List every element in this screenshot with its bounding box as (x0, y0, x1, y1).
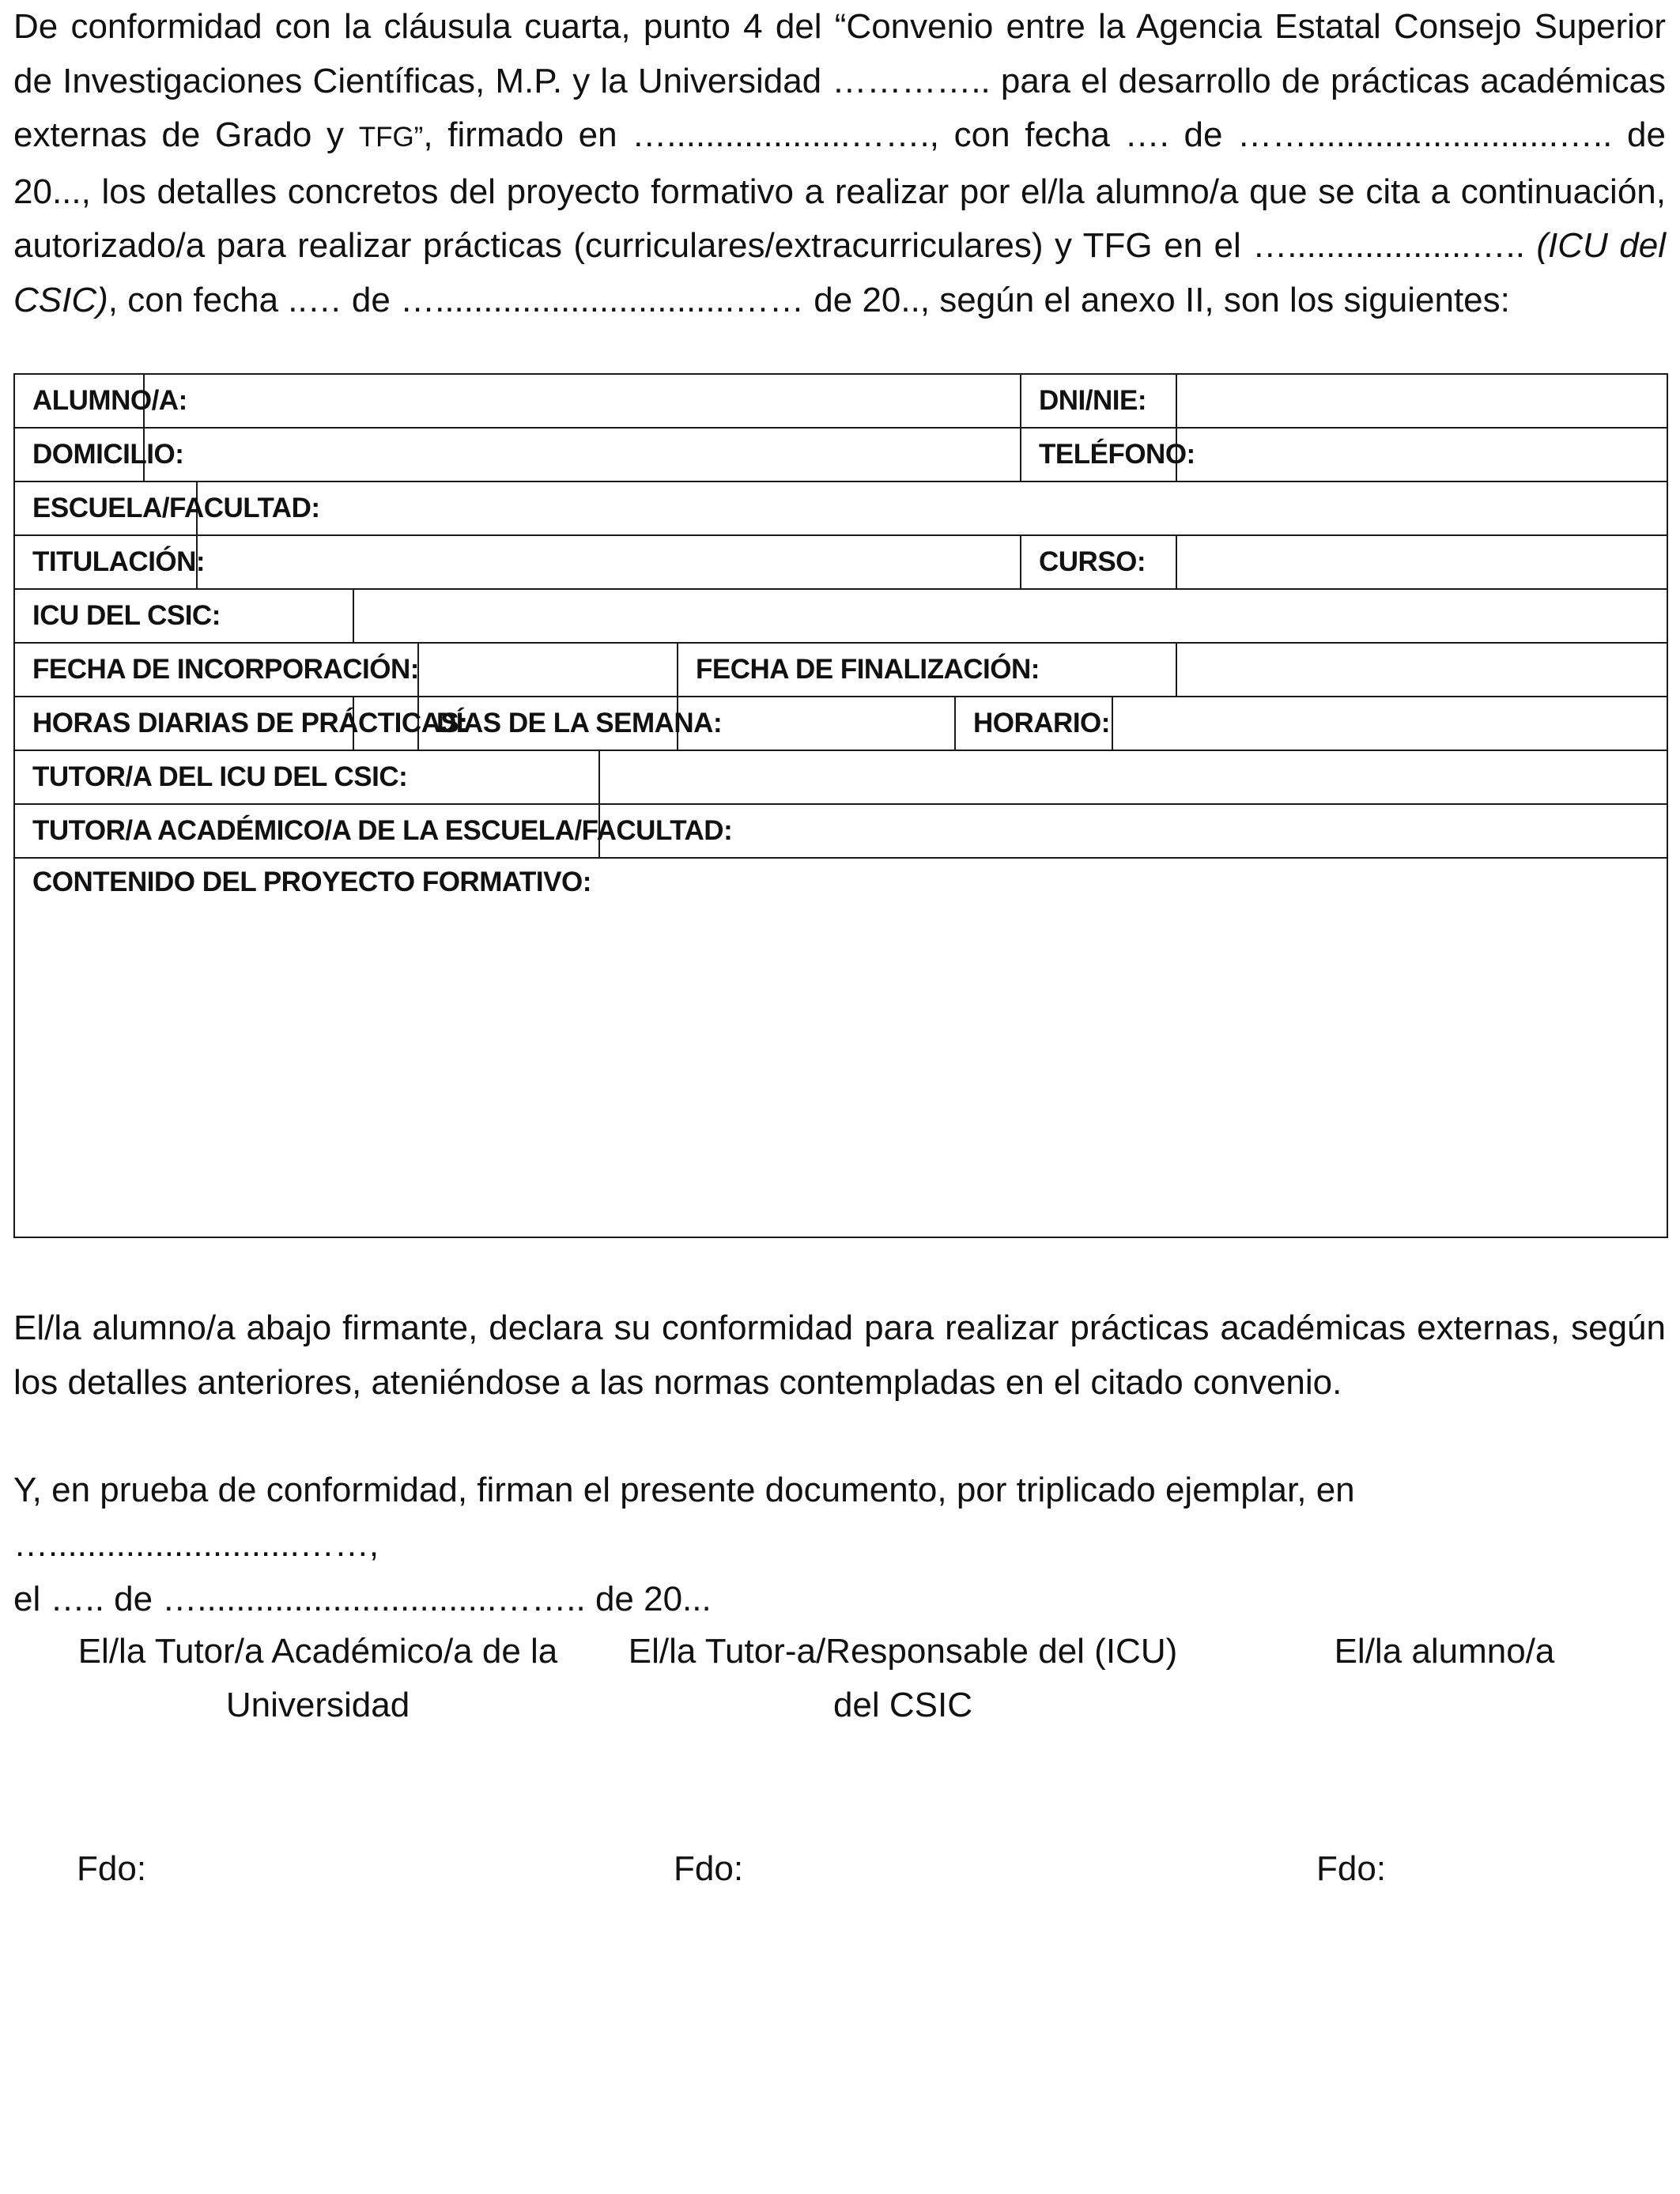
input-alumno[interactable] (144, 374, 1021, 428)
row-contenido (14, 858, 1667, 1237)
signature-tutor-icu-line-2: del CSIC (832, 1686, 973, 1724)
row-escuela (14, 481, 1667, 535)
input-fecha-incorporacion[interactable] (418, 643, 678, 697)
input-telefono[interactable] (1176, 428, 1667, 481)
label-curso: CURSO: (1021, 535, 1176, 589)
row-tutor-academico (14, 804, 1667, 858)
row-titulacion (14, 535, 1667, 589)
row-icu (14, 589, 1667, 643)
signature-alumno-label: El/la alumno/a (1334, 1632, 1555, 1671)
label-horario: HORARIO: (955, 697, 1112, 750)
label-domicilio: DOMICILIO: (14, 428, 144, 481)
signature-alumno (1310, 1625, 1579, 1679)
label-dias: DÍAS DE LA SEMANA: (418, 697, 678, 750)
intro-text-part-1: De conformidad con la cláusula cuarta, punto 4 del “Convenio entre la Agencia Estatal Consejo Superior de Investigaciones Científicas, M.P. y la Universidad ………….. para el desarrollo de prácticas académicas externas de Grado y (13, 7, 1666, 154)
label-contenido: CONTENIDO DEL PROYECTO FORMATIVO: (32, 867, 591, 897)
input-tutor-academico[interactable] (599, 804, 1667, 858)
label-tutor-academico: TUTOR/A ACADÉMICO/A DE LA ESCUELA/FACULTAD: (14, 804, 599, 858)
input-fecha-finalizacion[interactable] (1176, 643, 1667, 697)
proof-line-1: Y, en prueba de conformidad, firman el presente documento, por triplicado ejemplar, en …..........................……, (13, 1471, 1355, 1564)
intro-text-part-3: , con fecha ..… de …...............................…… de 20.., según el anexo II, son los siguientes: (108, 280, 1510, 319)
signature-tutor-icu (622, 1625, 1184, 1732)
signature-tutor-academico-line-2: Universidad (225, 1686, 410, 1724)
label-icu: ICU DEL CSIC: (14, 589, 353, 643)
input-tutor-icu[interactable] (599, 750, 1667, 804)
row-fechas (14, 643, 1667, 697)
fdo-tutor-academico: Fdo: (77, 1849, 147, 1888)
intro-paragraph (13, 0, 1666, 327)
intro-tfg-small: TFG” (358, 122, 424, 153)
student-details-table (13, 373, 1668, 1238)
input-domicilio[interactable] (144, 428, 1021, 481)
signature-tutor-academico (69, 1625, 567, 1732)
label-dni: DNI/NIE: (1021, 374, 1176, 428)
intro-text-part-2: , firmado en …...................……., con fecha …. de ……..........................….. de 20..., los detalles concretos del proyecto formativo a realizar por el/la alumno/a que se cita a continuación, autorizado/a para realizar prácticas (curriculares/extracurriculares) y TFG en el …...................….. (13, 115, 1666, 265)
intro-icu-italic: (ICU del CSIC) (13, 226, 1666, 319)
fdo-alumno: Fdo: (1316, 1849, 1387, 1888)
label-fecha-finalizacion: FECHA DE FINALIZACIÓN: (678, 643, 1176, 697)
input-dni[interactable] (1176, 374, 1667, 428)
fdo-tutor-icu: Fdo: (674, 1849, 744, 1888)
row-alumno (14, 374, 1667, 428)
input-escuela[interactable] (197, 481, 1667, 535)
input-horario[interactable] (1112, 697, 1667, 750)
label-alumno: ALUMNO/A: (14, 374, 144, 428)
input-titulacion[interactable] (197, 535, 1021, 589)
label-telefono: TELÉFONO: (1021, 428, 1176, 481)
row-horas (14, 697, 1667, 750)
signature-tutor-academico-line-1: El/la Tutor/a Académico/a de la (77, 1632, 558, 1671)
input-icu[interactable] (353, 589, 1667, 643)
label-titulacion: TITULACIÓN: (14, 535, 197, 589)
row-tutor-icu (14, 750, 1667, 804)
content-area[interactable] (14, 858, 1667, 1237)
signature-tutor-icu-line-1: El/la Tutor-a/Responsable del (ICU) (628, 1632, 1178, 1671)
proof-paragraph (13, 1463, 1666, 1626)
label-tutor-icu: TUTOR/A DEL ICU DEL CSIC: (14, 750, 599, 804)
row-domicilio (14, 428, 1667, 481)
label-horas: HORAS DIARIAS DE PRÁCTICAS: (14, 697, 353, 750)
input-curso[interactable] (1176, 535, 1667, 589)
declaration-paragraph: El/la alumno/a abajo firmante, declara su conformidad para realizar prácticas académicas externas, según los detalles anteriores, ateniéndose a las normas contempladas en el citado convenio. (13, 1308, 1666, 1402)
label-fecha-incorporacion: FECHA DE INCORPORACIÓN: (14, 643, 418, 697)
proof-line-2: el ….. de …...............................…….. de 20... (13, 1580, 712, 1618)
label-escuela: ESCUELA/FACULTAD: (14, 481, 197, 535)
